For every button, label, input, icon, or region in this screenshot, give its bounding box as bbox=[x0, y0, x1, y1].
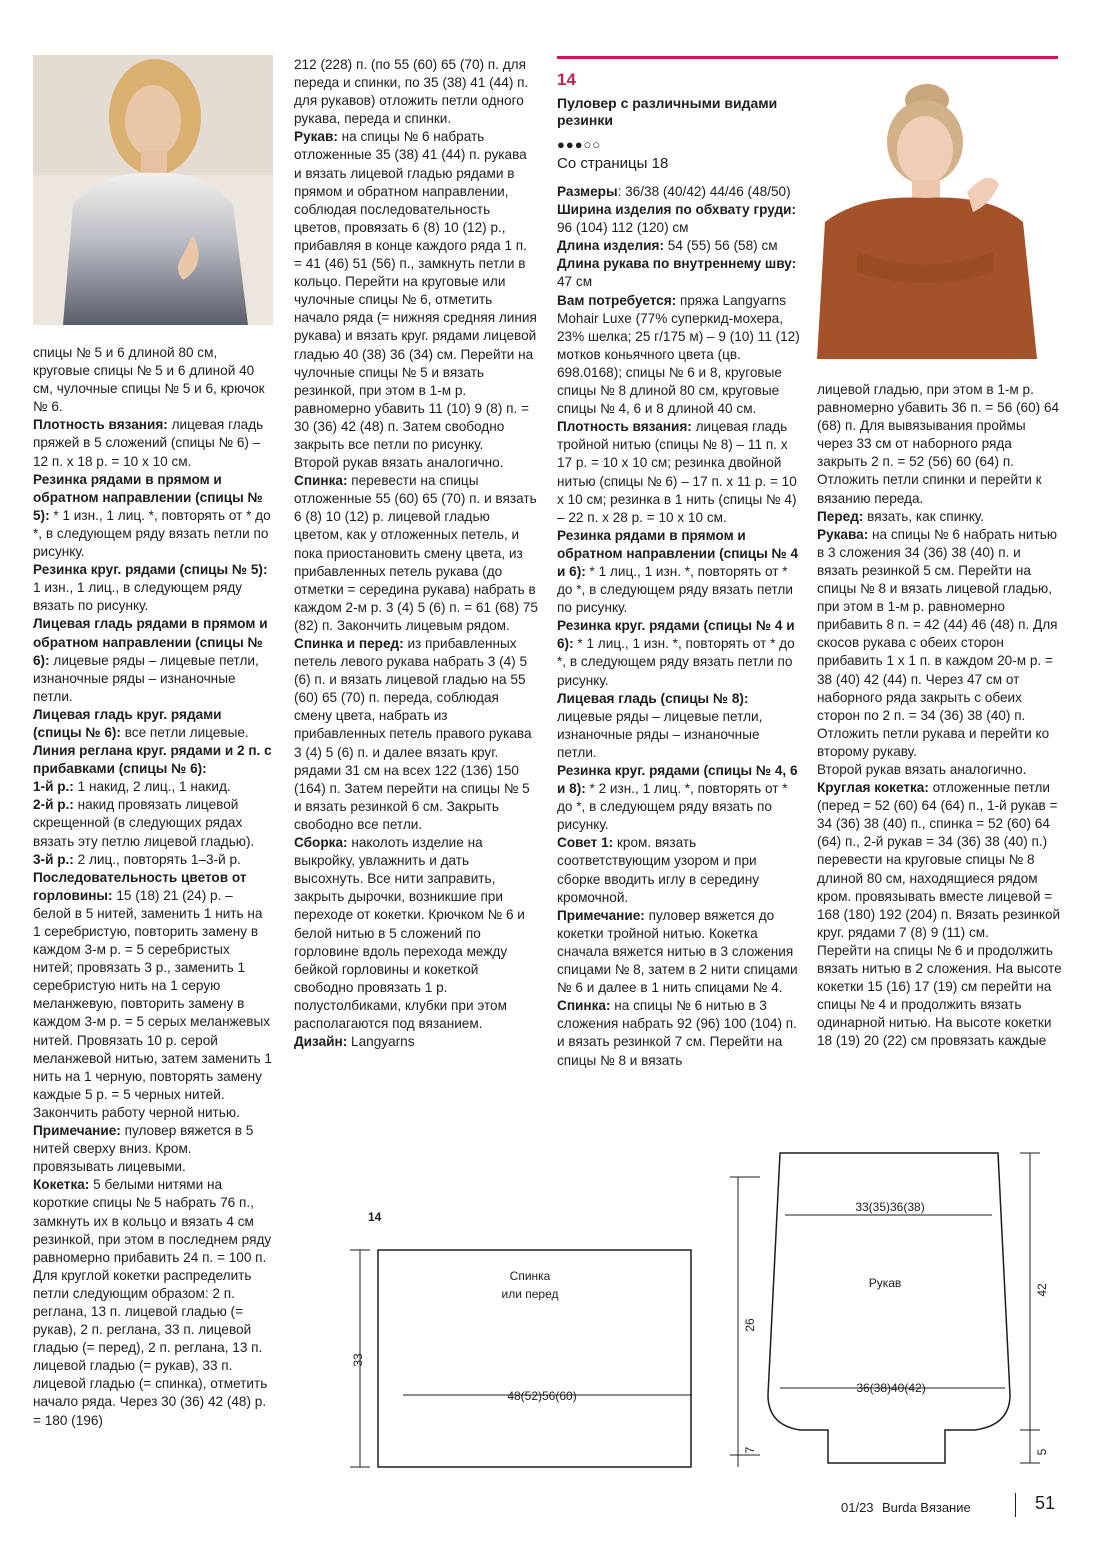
paragraph: Круглая кокетка: отложенные петли (перед = 52 (60) 64 (64) п., 1-й рукав = 34 (36) 38 (40) п., спинка = 52 (60) 64 (64) п., 2-й рукав = 34 (36) 38 (40) п.) перевести на круговые спицы № 8 длиной 80 см, находящиеся рядом кром. провязывать вместе лицевой = 168 (180) 192 (204) п. Вязать резинкой круг. рядами 7 (8) 9 (11) см. bbox=[817, 780, 1061, 940]
paragraph: Размеры: 36/38 (40/42) 44/46 (48/50) bbox=[557, 184, 791, 199]
paragraph: Сборка: наколоть изделие на выкройку, увлажнить и дать высохнуть. Все нити заправить, закрыть дырочки, возникшие при переходе от кокетки. Крючком № 6 и белой нитью в 5 сложений по горловине вдоль перехода между бейкой горловины и кокеткой свободно провязать 1 р. полустолбиками, клубки при этом располагаются под вязанием. bbox=[294, 835, 525, 1031]
paragraph: Резинка рядами в прямом и обратном направлении (спицы № 4 и 6): * 1 лиц., 1 изн. *, повторять от * до *, в следующем ряду вязать петли по рисунку. bbox=[557, 527, 799, 616]
page-footer bbox=[800, 1493, 1070, 1523]
paragraph: Второй рукав вязать аналогично. bbox=[817, 761, 1027, 777]
paragraph: Резинка круг. рядами (спицы № 5): 1 изн., 1 лиц., в следующем ряду вязать по рисунку. bbox=[33, 562, 268, 614]
from-page-reference: Со страницы 18 bbox=[557, 155, 669, 172]
paragraph: Перейти на спицы № 6 и продолжить вязать нитью в 2 сложения. На высоте кокетки 15 (16) 17 (19) см перейти на спицы № 4 и продолжить вязать одинарной нитью. На высоте кокетки 18 (19) 20 (22) см провязать каждые bbox=[817, 942, 1062, 1049]
paragraph: Лицевая гладь круг. рядами (спицы № 6): все петли лицевые. bbox=[33, 706, 249, 740]
paragraph: 3-й р.: 2 лиц., повторять 1–3-й р. bbox=[33, 851, 241, 867]
pattern-schema bbox=[330, 1145, 1070, 1485]
paragraph: лицевой гладью, при этом в 1-м р. равномерно убавить 36 п. = 56 (60) 64 (68) п. Для вывязывания проймы через 33 см от наборного ряда закрыть 2 п. = 52 (56) 60 (64) п. Отложить петли спинки и перейти к вязанию переда. bbox=[817, 382, 1060, 506]
paragraph: Рукав: на спицы № 6 набрать отложенные 35 (38) 41 (44) п. рукава и вязать лицевой гладью рядами в прямом и обратном направлении, соблюдая последовательность цветов, провязать 6 (8) 10 (12) р., прибавляя в конце каждого ряда 1 п. = 41 (46) 51 (56) п., замкнуть петли в кольцо. Перейти на круговые или чулочные спицы № 6, отметить начало ряда (= нижняя средняя линия рукава) и вязать круг. рядами лицевой гладью 40 (38) 36 (34) см. Перейти на чулочные спицы № 5 и вязать резинкой, при этом в 1-м р. равномерно убавить 11 (10) 9 (8) п. = 30 (36) 42 (48) п. Затем свободно закрыть все петли по рисунку. bbox=[294, 129, 537, 452]
paragraph: Примечание: пуловер вяжется до кокетки тройной нитью. Кокетка сначала вяжется нитью в 3 сложения спицами № 8, затем в 2 нити спицами № 6 и далее в 1 нить спицами № 4. bbox=[557, 907, 798, 996]
paragraph: Резинка рядами в прямом и обратном направлении (спицы № 5): * 1 изн., 1 лиц. *, повторять от * до *, в следующем ряду вязать петли по рисунку. bbox=[33, 471, 271, 560]
model-number: 14 bbox=[557, 70, 576, 89]
magazine-name: Burda Вязание bbox=[882, 1500, 971, 1515]
paragraph: Дизайн: Langyarns bbox=[294, 1034, 415, 1050]
body-piece-label-2: или перед bbox=[501, 1287, 559, 1301]
sleeve-height-label: 42 bbox=[1035, 1283, 1049, 1297]
body-rib-label: 7 bbox=[743, 1446, 757, 1454]
paragraph: Линия реглана круг. рядами и 2 п. с прибавками (спицы № 6): bbox=[33, 743, 272, 777]
paragraph: Плотность вязания: лицевая гладь пряжей в 5 сложений (спицы № 6) – 12 п. х 18 р. = 10 х 10 см. bbox=[33, 417, 264, 469]
sleeve-label: Рукав bbox=[868, 1276, 902, 1290]
paragraph: Ширина изделия по обхвату груди: 96 (104) 112 (120) см bbox=[557, 202, 797, 236]
paragraph: 2-й р.: накид провязать лицевой скрещенной (в следующих рядах вязать эту петлю лицевой гладью). bbox=[33, 797, 255, 849]
paragraph: Перед: вязать, как спинку. bbox=[817, 508, 985, 524]
body-width-label: 48(52)56(60) bbox=[507, 1389, 577, 1403]
sleeve-top-label: 33(35)36(38) bbox=[855, 1200, 925, 1214]
paragraph: Спинка: на спицы № 6 нитью в 3 сложения набрать 92 (96) 100 (104) п. и вязать резинкой 7 см. Перейти на спицы № 8 и вязать bbox=[557, 998, 797, 1068]
paragraph: Совет 1: кром. вязать соответствующим узором и при сборке вводить иглу в середину кромочной. bbox=[557, 835, 760, 905]
paragraph: Спинка и перед: из прибавленных петель левого рукава набрать 3 (4) 5 (6) п. и вязать лицевой гладью на 55 (60) 65 (70) п. переда, соблюдая смену цвета, набрать из прибавленных петель правого рукава 3 (4) 5 (6) п. и далее вязать круг. рядами 31 см на всех 122 (136) 150 (164) п. Затем перейти на спицы № 5 и вязать резинкой 6 см. Закрыть свободно все петли. bbox=[294, 636, 532, 832]
issue-number: 01/23 bbox=[841, 1500, 874, 1515]
paragraph: Примечание: пуловер вяжется в 5 нитей сверху вниз. Кром. провязывать лицевыми. bbox=[33, 1123, 254, 1175]
paragraph: Последовательность цветов от горловины: 15 (18) 21 (24) р. – белой в 5 нитей, заменить 1 нить на 1 серебристую, повторить замену в каждом 3-м р. = 5 серебристых нитей; провязать 3 р., заменить 1 серебристую нить на 1 серую меланжевую, повторить замену в каждом 3-м р. = 5 серых меланжевых нитей. Провязать 10 р. серой меланжевой нитью, затем заменить 1 нить на 1 черную, повторять замену каждые 5 р. = 5 черных нитей. Закончить работу черной нитью. bbox=[33, 869, 272, 1120]
paragraph: 1-й р.: 1 накид, 2 лиц., 1 накид. bbox=[33, 779, 231, 795]
sleeve-bottom-label: 36(38)40(42) bbox=[856, 1381, 926, 1395]
photo-gradient-pullover-image bbox=[33, 55, 273, 325]
sleeve-rib-label: 5 bbox=[1035, 1448, 1049, 1456]
paragraph: Длина изделия: 54 (55) 56 (58) см bbox=[557, 238, 778, 254]
paragraph: Рукава: на спицы № 6 набрать нитью в 3 сложения 34 (36) 38 (40) п. и вязать резинкой 5 см. Перейти на спицы № 8 и вязать лицевой гладью, при этом в 1-м р. равномерно прибавить 8 п. = 42 (44) 46 (48) п. Для скосов рукава с обеих сторон прибавить 1 х 1 п. в каждом 20-м р. = 38 (40) 42 (44) п. Через 47 см от наборного ряда закрыть с обеих сторон по 2 п. = 34 (36) 38 (40) п. Отложить петли рукава и перейти ко второму рукаву. bbox=[817, 526, 1058, 759]
paragraph: Спинка: перевести на спицы отложенные 55 (60) 65 (70) п. и вязать 6 (8) 10 (12) р. лицевой гладью цветом, как у отложенных петель, и пока приостановить смену цвета, из прибавленных петель рукава (до отметки = середина рукава) набрать в каждом 2-м р. 3 (4) 5 (6) п. = 61 (68) 75 (82) п. Закончить лицевым рядом. bbox=[294, 473, 538, 633]
sleeve-mid-label: 26 bbox=[743, 1318, 757, 1332]
photo-gradient-pullover bbox=[33, 55, 273, 325]
paragraph: Лицевая гладь (спицы № 8): лицевые ряды – лицевые петли, изнаночные ряды – изнаночные петли. bbox=[557, 690, 763, 760]
paragraph: спицы № 5 и 6 длиной 80 см, круговые спицы № 5 и 6 длиной 40 см, чулочные спицы № 5 и 6, крючок № 6. bbox=[33, 345, 265, 415]
paragraph: Длина рукава по внутреннему шву: 47 см bbox=[557, 256, 797, 290]
body-piece-label-1: Спинка bbox=[509, 1269, 551, 1283]
paragraph: Резинка круг. рядами (спицы № 4, 6 и 8): * 2 изн., 1 лиц. *, повторять от * до *, в следующем ряду вязать по рисунку. bbox=[557, 763, 798, 833]
paragraph: 212 (228) п. (по 55 (60) 65 (70) п. для переда и спинки, по 35 (38) 41 (44) п. для рукавов) отложить петли одного рукава, переда и спинки. bbox=[294, 57, 529, 127]
difficulty-rating: ●●●○○ bbox=[557, 137, 602, 152]
page-number: 51 bbox=[1035, 1493, 1056, 1513]
photo-cognac-pullover bbox=[817, 72, 1058, 359]
paragraph: Плотность вязания: лицевая гладь тройной нитью (спицы № 8) – 11 п. х 17 р. = 10 х 10 см; резинка двойной нитью (спицы № 6) – 17 п. х 11 р. = 10 х 10 см; резинка в 1 нить (спицы № 4) – 22 п. х 28 р. = 10 х 10 см. bbox=[557, 419, 797, 525]
model-title: Пуловер с различными видами резинки bbox=[557, 95, 778, 128]
footer-separator bbox=[1015, 1493, 1016, 1517]
paragraph: Резинка круг. рядами (спицы № 4 и 6): * 1 лиц., 1 изн. *, повторять от * до *, в следующем ряду вязать петли по рисунку. bbox=[557, 618, 795, 688]
schema-label: 14 bbox=[368, 1210, 382, 1224]
column-3 bbox=[557, 183, 801, 1070]
accent-rule bbox=[557, 56, 1058, 59]
paragraph: Второй рукав вязать аналогично. bbox=[294, 455, 504, 471]
paragraph: Вам потребуется: пряжа Langyarns Mohair Luxe (77% суперкид-мохера, 23% шелка; 25 г/175 м) – 9 (10) 11 (12) мотков коньячного цвета (цв. 698.0168); спицы № 6 и 8, круговые спицы № 8 длиной 80 см, круговые спицы № 4, 6 и 8 длиной 40 см. bbox=[557, 292, 800, 417]
body-height-label: 33 bbox=[351, 1353, 365, 1367]
column-2 bbox=[294, 56, 538, 1051]
column-1 bbox=[33, 344, 273, 1430]
photo-cognac-pullover-image bbox=[817, 72, 1058, 359]
paragraph: Кокетка: 5 белыми нитями на короткие спицы № 5 набрать 76 п., замкнуть их в кольцо и вязать 4 см резинкой, при этом в последнем ряду равномерно прибавить 24 п. = 100 п. Для круглой кокетки распределить петли следующим образом: 2 п. реглана, 13 п. лицевой гладью (= рукав), 2 п. реглана, 33 п. лицевой гладью (= перед), 2 п. реглана, 13 п. лицевой гладью (= рукав), 33 п. лицевой гладью (= спинка), отметить начало ряда. Через 30 (36) 42 (48) р. = 180 (196) bbox=[33, 1177, 272, 1428]
column-4 bbox=[817, 381, 1062, 1050]
paragraph: Лицевая гладь рядами в прямом и обратном направлении (спицы № 6): лицевые ряды – лицевые петли, изнаночные ряды – изнаночные петли. bbox=[33, 616, 268, 704]
